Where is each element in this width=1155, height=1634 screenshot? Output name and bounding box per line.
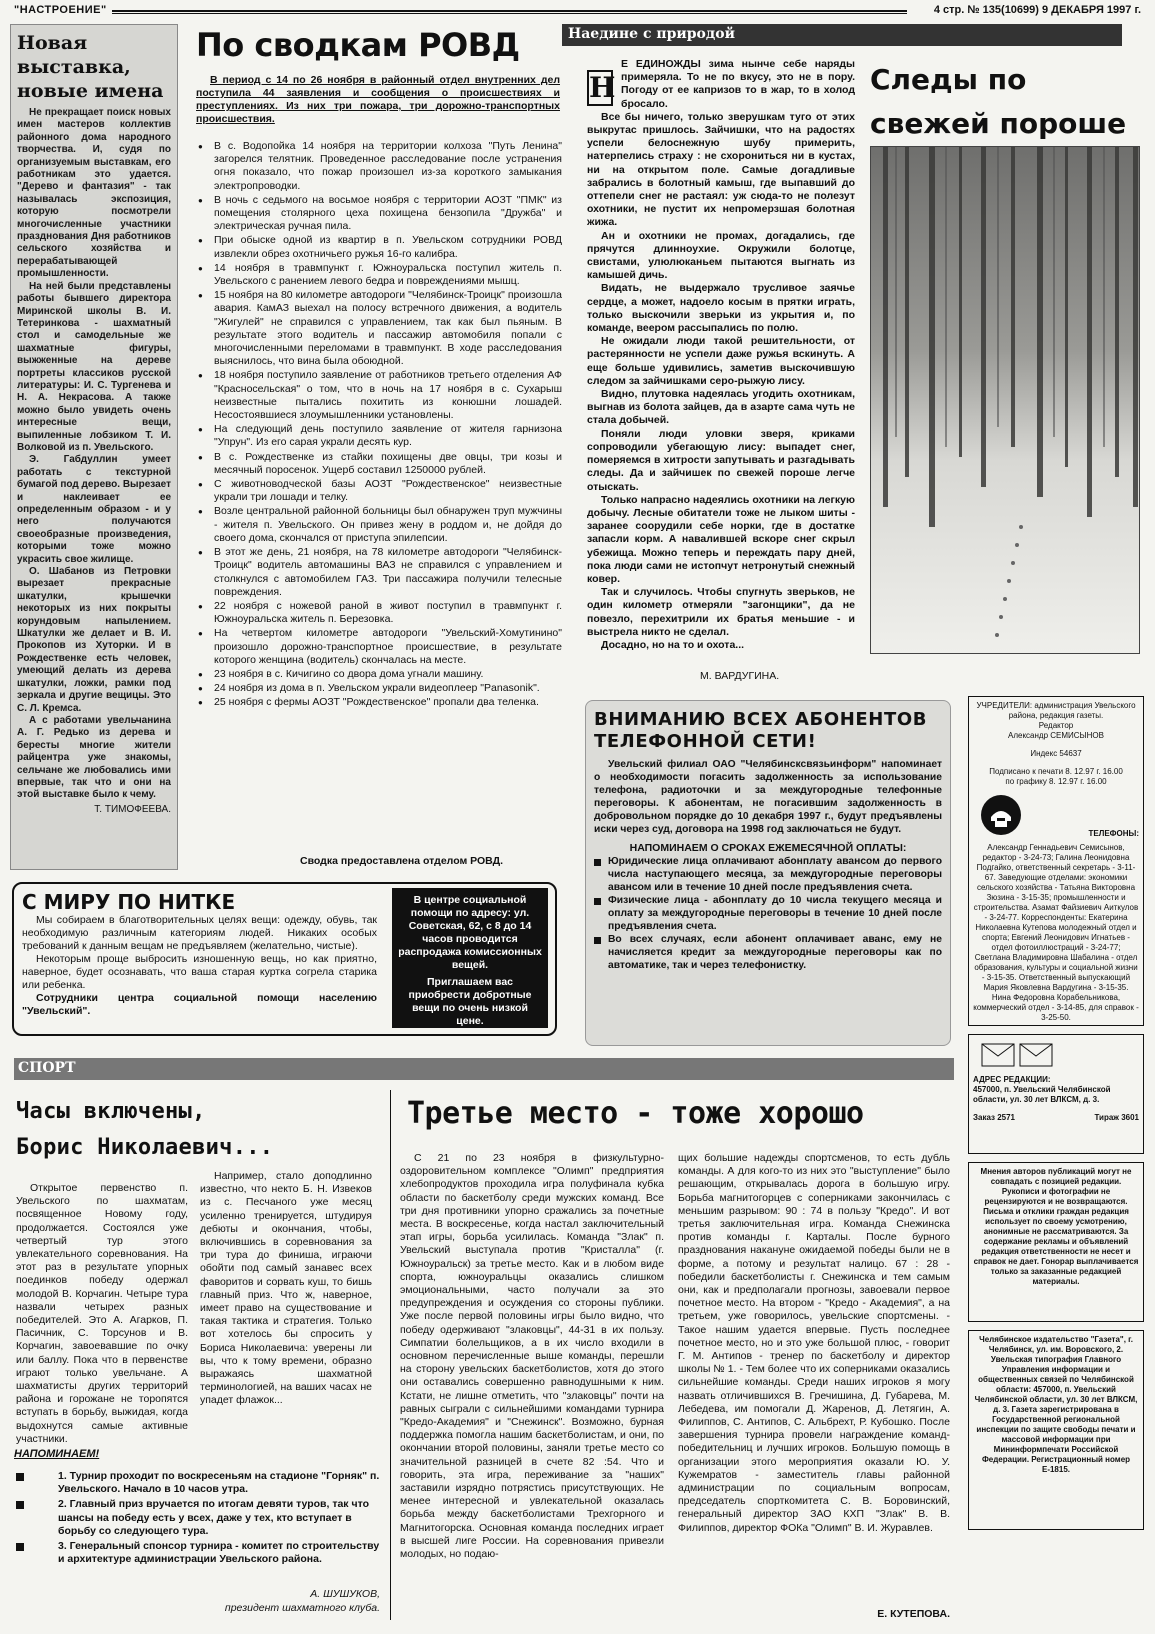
subscribers-subtitle: НАПОМИНАЕМ О СРОКАХ ЕЖЕМЕСЯЧНОЙ ОПЛАТЫ: bbox=[629, 842, 907, 855]
chess-remind: НАПОМИНАЕМ! bbox=[14, 1448, 100, 1460]
envelope-icon bbox=[1019, 1043, 1053, 1067]
chess-rule: 3. Генеральный спонсор турнира - комитет по строительству и архитектуре администрации Увельского района. bbox=[14, 1540, 384, 1566]
rovd-sign: Сводка предоставлена отделом РОВД. bbox=[300, 855, 504, 867]
rovd-item: ● В с. Водопойка 14 ноября на территории колхоза "Путь Ленина" загорелся телятник. Проведенное расследование после устранения огня показало, что пожар произошел из-за короткого замыкания электропроводки. bbox=[198, 140, 562, 193]
exhibition-paragraph: Не прекращает поиск новых имен мастеров коллектив районного дома народного творчества. И, судя по организуемым выставкам, его работникам это удается. "Дерево и фантазия" - так называлась экспозиция, которую посмотрели многочисленные участники празднования Дня работников сельского хозяйства и перерабатывающей промышленности. bbox=[17, 107, 171, 280]
rovd-item: ● 15 ноября на 80 километре автодороги "Челябинск-Троицк" произошла авария. КамАЗ выехал на полосу встречного движения, а водитель "Жигулей" не справился с управлением, так как был пьяным. В результате этого водитель и пассажир автомобиля попали с многочисленными переломами в травмпункт. В ходе расследования выяснилось, что вина была обоюдной. bbox=[198, 289, 562, 368]
nature-paragraph: Не ожидали люди такой решительности, от растерянности не успели даже ружья вскинуть. А еще больше удивились, заметив выскочившую следом за зайчишками серо-рыжую лису. bbox=[587, 335, 855, 387]
address-box bbox=[968, 1034, 1144, 1154]
sport-rubric: СПОРТ bbox=[18, 1060, 76, 1076]
rovd-item: ● В этот же день, 21 ноября, на 78 километре автодороги "Челябинск-Троицк" водитель автомашины ВАЗ не справился с управлением и столкнулся с автомобилем ГАЗ. Три пассажира получили телесные повреждения. bbox=[198, 546, 562, 599]
nature-dropcap: Н bbox=[589, 71, 616, 104]
exhibition-paragraph: О. Шабанов из Петровки вырезает прекрасные шкатулки, крышечки некоторых из них покрыты корундовым напылением. Шкатулки же делает и В. И. Прокопов из Хуторки. И в Рождественке есть человек, умеющий делать из дерева шкатулки, ложки, рамки под зеркала и другие вещицы. Это С. Л. Кремса. bbox=[17, 566, 171, 714]
payment-point: Физические лица - абонплату до 10 числа текущего месяца и оплату за междугородные переговоры в течение 10 дней после предъявления счета. bbox=[594, 895, 942, 934]
rovd-item: ● 24 ноября из дома в п. Увельском украли видеоплеер "Panasonik". bbox=[198, 682, 562, 695]
chess-text-col2 bbox=[200, 1170, 372, 1422]
chess-title bbox=[16, 1094, 376, 1166]
exhibition-paragraph: Э. Габдуллин умеет работать с текстурной бумагой под дерево. Вырезает и наклеивает ее определенным образом - и у него получаются своеобразные произведения, которыми тоже можно украсить свое жилище. bbox=[17, 454, 171, 565]
rovd-list bbox=[198, 140, 562, 840]
imprint-column bbox=[968, 696, 1144, 1626]
founders: УЧРЕДИТЕЛИ: администрация Увельского района, редакция газеты. bbox=[976, 701, 1136, 720]
rovd-item: ● С животноводческой базы АОЗТ "Рождественское" неизвестные украли три лошади и телку. bbox=[198, 478, 562, 504]
chess-rules bbox=[14, 1470, 384, 1568]
basketball-title: Третье место - тоже хорошо bbox=[407, 1096, 864, 1131]
exhibition-title: Новая выставка, новые имена bbox=[17, 32, 164, 102]
order-number: Заказ 2571 bbox=[973, 1113, 1016, 1122]
rovd-item: ● В ночь с седьмого на восьмое ноября с территории АОЗТ "ПМК" из помещения столярного цеха похищена бензопила "Дружба" и электрическая ручная пила. bbox=[198, 194, 562, 234]
nature-paragraph: Так и случилось. Чтобы спугнуть зверьков, не один километр отмеряли "загонщики", да не повезло, перехитрили их братья меньшие - и выстрела никто не сделал. bbox=[587, 586, 855, 638]
issue-info: 4 стр. № 135(10699) 9 ДЕКАБРЯ 1997 г. bbox=[933, 4, 1141, 16]
nature-paragraph: Видать, не выдержало трусливое заячье сердце, а может, надоело косым в прятки играть, только выскочили зверьки из укрытия и, по команде, веером рассыпались по полю. bbox=[587, 282, 855, 335]
editor-name: Александр СЕМИСЫНОВ bbox=[1008, 731, 1104, 740]
nature-paragraph: Все бы ничего, только зверушкам туго от этих выкрутас пришлось. Зайчишки, что на радостях успели белоснежную шубу примерить, натерпелись страху : не схорониться ни в кустах, ни на открытом поле. Самые догадливые забрались в болотный камыш, где выпавший до оттепели снег не растаял: уж сюда-то не полезут охотники, не пустит их непромерзшая болотная жижа. bbox=[587, 110, 855, 229]
disclaimer-text: Мнения авторов публикаций могут не совпадать с позицией редакции. Рукописи и фотографии не рецензируются и не возвращаются. Письма и отклики граждан редакция использует по своему усмотрению, анонимные не рассматриваются. За содержание рекламы и объявлений редакция ответственности не несет и справок не дает. Гонорар выплачивается только за заказанные редакцией материалы. bbox=[973, 1167, 1139, 1286]
exhibition-article bbox=[10, 24, 178, 870]
payment-point: Во всех случаях, если абонент оплачивает аванс, ему не начисляется кредит за междугородные переговоры как по автоматике, так и через телефонистку. bbox=[594, 934, 942, 973]
subscribers-title: ВНИМАНИЮ ВСЕХ АБОНЕНТОВ ТЕЛЕФОННОЙ СЕТИ! bbox=[594, 709, 928, 752]
circulation: Тираж 3601 bbox=[1094, 1113, 1139, 1122]
chess-author-role: президент шахматного клуба. bbox=[224, 1602, 380, 1614]
thread-sale-box bbox=[392, 888, 548, 1028]
thread-invite-text: Приглашаем вас приобрести добротные вещи по очень низкой цене. bbox=[408, 976, 532, 1027]
header-rule bbox=[112, 10, 907, 14]
chess-rule: 1. Турнир проходит по воскресеньям на стадионе "Горняк" п. Увельского. Начало в 10 часов утра. bbox=[14, 1470, 384, 1496]
basketball-paragraph: С 21 по 23 ноября в физкультурно-оздоровительном комплексе "Олимп" предприятия хлебопродуктов проходила игра полуфинала кубка области по баскетболу среди мужских команд. Все три дня противники упорно сражались за почетные места. В воскресенье, когда настал заключительный этап игры, борьба усилилась. Команда "Злак" п. Увельский выступала против "Кристалла" (г. Южноуральск) за третье место. Как и в любом виде спорта, южноуральцы оказались слишком эмоциональными, часто получали за это предупреждения и осуждения со стороны публики. Уже после первой половины игры было видно, что победу одерживают "злаковцы", 44-31 в их пользу. Симпатии болельщиков, а в их число входили в основном перечисленные выше команды, перешли на сторону увельских баскетболистов, хотя до этого они оставались совершенно равнодушными к ним. Кстати, не лишне отметить, что "злаковцы" почти на равных сыграли с сильнейшими командами турнира "Кредо-Академия" и "Снежинск". Возможно, бурная поддержка помогла нашим баскетболистам, и они, по окончании второй половины, заняли третье место со значительной разницей в счете 82 :54. Что и говорить, эта игра, переживание за "наших" заставили изрядно потрястись присутствующих. Не менее интересной и увлекательной оказалась борьба между баскетболистами Трехгорного и Магнитогорска. Основная команда последних играет в высшей лиге России. На соревнования привезли молодых, но подаю- bbox=[400, 1152, 664, 1561]
rovd-item: ● 23 ноября в с. Кичигино со двора дома угнали машину. bbox=[198, 668, 562, 681]
rovd-item: ● 18 ноября поступило заявление от работников третьего отделения АФ "Красносельская" о том, что в ночь на 17 ноября в с. Сухарыш неизвестные пытались похитить из конюшни лошадей. Несостоявшиеся злоумышленники установлены. bbox=[198, 369, 562, 422]
rovd-item: ● На следующий день поступило заявление от жителя гарнизона "Упрун". Из его сарая украли десять кур. bbox=[198, 423, 562, 449]
nature-paragraph: Досадно, но на то и охота... bbox=[601, 638, 745, 651]
nature-paragraph: Ан и охотники не промах, догадались, где прячутся длинноухие. Окружили болотце, свистами, улюлюканьем пытаются выгнать из камышей дичь. bbox=[587, 229, 855, 282]
chess-paragraph: Например, стало доподлинно известно, что некто Б. Н. Извеков из с. Песчаного уже месяц усиленно тренируется, штудируя дебюты и окончания, чтобы, включившись в соревнования за три тура до финиша, играючи обойти под самый занавес всех фаворитов и сорвать куш, то бишь главный приз. Что ж, наверное, имеет право на существование и такая тактика и стратегия. Только вот хотелось бы спросить у Бориса Николаевича: уверены ли вы, что к тому времени, образно выражаясь шахматной терминологией, на ваших часах не упадет флажок... bbox=[200, 1170, 372, 1407]
rovd-item: ● 14 ноября в травмпункт г. Южноуральска поступил житель п. Увельского с ранением левого бедра и повреждениями мышц. bbox=[198, 262, 562, 288]
basketball-text-col2 bbox=[678, 1152, 950, 1604]
printing-box bbox=[968, 1330, 1144, 1530]
basketball-author: Е. КУТЕПОВА. bbox=[877, 1608, 950, 1620]
basketball-text-col1 bbox=[400, 1152, 664, 1622]
telephone-icon bbox=[981, 795, 1021, 835]
envelope-icons bbox=[981, 1043, 1139, 1067]
sport-rubric-band bbox=[14, 1058, 954, 1080]
thread-title: С МИРУ ПО НИТКЕ bbox=[22, 890, 236, 914]
nature-body bbox=[587, 58, 855, 668]
thread-sign: Сотрудники центра социальной помощи населению "Увельский". bbox=[22, 992, 377, 1017]
chess-title-line: Борис Николаевич... bbox=[16, 1135, 274, 1160]
column-divider bbox=[390, 1090, 391, 1620]
editor-label: Редактор bbox=[1038, 721, 1074, 730]
printing-text: Челябинское издательство "Газета", г. Челябинск, ул. им. Воровского, 2. Увельская типография Главного Управления информации и общественных связей по Челябинской области: 457000, п. Увельский Челябинской области, ул. 30 лет ВЛКСМ, д. 3. Газета зарегистрирована в Государственной региональной инспекции по защите свободы печати и массовой информации при Мининформпечати Российской Федерации. Регистрационный номер Е-1815. bbox=[974, 1335, 1138, 1474]
rovd-item: ● При обыске одной из квартир в п. Увельском сотрудники РОВД извлекли обрез охотничьего ружья 16-го калибра. bbox=[198, 234, 562, 260]
winter-forest-illustration bbox=[871, 147, 1141, 655]
basketball-paragraph: щих большие надежды спортсменов, то есть дубль команды. А для кого-то из них это "выступление" было решающим, открывалась дорога в большую игру. Борьба магнитогорцев с соперниками закончилась с меньшим разрывом: 90 : 74 в пользу "Кредо". И вот третья заключительная игра. Команда Снежинска против команды г. Карталы. После бурного празднования накануне ожидаемой победы были не в форме, а потому и результат налицо. 67 : 28 - победили баскетболисты г. Снежинска и тем самым они, как и предполагали прогнозы, завоевали первое почетное место. На втором - "Кредо - Академия", а на третьем, уже говорилось, увельские спортсмены. - Такое нашим удается впервые. Пусть последнее почетное место, но и это уже большой плюс, - говорит Г. М. Антипов - тренер по баскетболу и директор школы № 1. - Тем более что их соперниками оказались сильнейшие команды. Среди наших игроков я могу назвать отличившихся В. Гречишина, Д. Губарева, М. Лебедева, им помогали Д. Жаренов, Д. Летягин, А. Филиппов, С. Антипов, С. Альбрехт, Р. Кубошко. После завершения турнира провели награждение команд-победительниц и лучших игроков. Большую помощь в организации этого мероприятия оказали Ю. У. Кужемратов - заместитель главы районной администрации по социальным вопросам, председатель спорткомитета С. В. Боровинский, генеральный директор ЗАО КХП "Злак" В. В. Филиппов, директор ФОКа "Олимп" В. И. Журавлев. bbox=[678, 1152, 950, 1534]
nature-title: Следы по свежей пороше bbox=[870, 63, 1127, 140]
chess-title-line: Часы включены, bbox=[16, 1099, 206, 1124]
payment-point: Юридические лица оплачивают абонплату авансом до первого числа наступающего месяца, за междугородные переговоры авансом или в течение 10 дней после предъявления счета. bbox=[594, 856, 942, 895]
thread-sale-text: В центре социальной помощи по адресу: ул. Советская, 62, с 8 до 14 часов проводится распродажа комиссионных вещей. bbox=[398, 894, 542, 971]
exhibition-paragraph: На ней были представлены работы бывшего директора Миринской школы В. И. Тетеринкова - шахматный стол и самодельные же шахматные фигуры, выжженные на дереве портреты классиков русской литературы: И. С. Тургенева и Н. А. Некрасова. А также можно было увидеть очень интересные вещи, выпиленные лобзиком Т. И. Волковой из п. Увельского. bbox=[17, 280, 171, 453]
chess-author: А. ШУШУКОВ, bbox=[310, 1588, 380, 1600]
signed-to-print: Подписано к печати 8. 12.97 г. 16.00 bbox=[989, 767, 1123, 776]
subscribers-notice bbox=[585, 700, 951, 1046]
thread-paragraph: Мы собираем в благотворительных целях вещи: одежду, обувь, так необходимую различным категориям людей. Никаких особых требований к данным вещам не предъявляем (желательно, чистые). bbox=[22, 914, 377, 952]
rovd-item: ● В с. Рождественке из стайки похищены две овцы, три козы и месячный поросенок. Ущерб составил 1250000 рублей. bbox=[198, 451, 562, 477]
disclaimer-box bbox=[968, 1162, 1144, 1322]
thread-paragraph: Некоторым проще выбросить изношенную вещь, но как приятно, наверное, будет осознавать, что ваша старая куртка согрела старика или ребенка. bbox=[22, 953, 377, 991]
rovd-lead: В период с 14 по 26 ноября в районный отдел внутренних дел поступила 44 заявления и сообщения о происшествиях и преступлениях. Из них три пожара, три дорожно-транспортных происшествия. bbox=[196, 74, 560, 125]
rovd-item: ● Возле центральной районной больницы был обнаружен труп мужчины - жителя п. Увельского. Он привез жену в роддом и, не дойдя до своего дома, скончался от приступа эпилепсии. bbox=[198, 505, 562, 545]
rovd-item: ● На четвертом километре автодороги "Увельский-Хомутинино" произошло дорожно-транспортное происшествие, в результате которого женщина (водитель) скончалась на месте. bbox=[198, 627, 562, 667]
thread-body bbox=[22, 914, 377, 1018]
print-schedule: по графику 8. 12.97 г. 16.00 bbox=[1005, 777, 1107, 786]
phones-label: ТЕЛЕФОНЫ: bbox=[1088, 829, 1139, 838]
section-name: "НАСТРОЕНИЕ" bbox=[14, 4, 107, 16]
exhibition-paragraph: А с работами увельчанина А. Г. Редько из дерева и бересты многие жители райцентра уже знакомы, сельчане же любовались ими впервые, так что и они на этой выставке было к чему. bbox=[17, 714, 171, 801]
telephone-glyph bbox=[981, 795, 1021, 835]
exhibition-body bbox=[17, 107, 171, 802]
rovd-title: По сводкам РОВД bbox=[196, 26, 520, 64]
nature-paragraph: Видно, плутовка надеялась угодить охотникам, выгнав из болота зайцев, да в азарте сама чуть не стала добычей. bbox=[587, 388, 855, 427]
subscribers-body: Увельский филиал ОАО "Челябинсксвязьинформ" напоминает о необходимости погасить задолженность за использование телефона, радиоточки и за междугородные телефонные переговоры. К абонентам, не погасившим задолженность в добровольном порядке до 10 декабря 1997 г., будут предъявлены иски через суд, договора на 1998 год заключаться не будут. bbox=[594, 759, 942, 835]
nature-paragraph: Поняли люди уловки зверя, криками сопроводили убегающую лису: выпадет снег, померяемся в хитрости запутывать и разгадывать следы. Да и зайчишек по свежей пороше легче отыскать. bbox=[587, 427, 855, 493]
chess-rule: 2. Главный приз вручается по итогам девяти туров, так что шансы на победу есть у всех, даже у тех, кто вступает в борьбу со следующего тура. bbox=[14, 1498, 384, 1538]
chess-paragraph: Открытое первенство п. Увельского по шахматам, посвященное Новому году, продолжается. Состоялся уже четвертый тур этого увлекательного соревнования. На этот раз в результате упорных поединков победу одержал молодой В. Корчагин. Четыре тура назвали четырех разных победителей. Это А. Агарков, П. Пасичник, С. Торсунов и В. Корчагин, завоевавшие по очку или баллу. Пока что в первенстве играют только увельчане. А шахматисты других территорий района и горожане не торопятся вступать в борьбу, выжидая, когда выдохнутся самые активные участники. bbox=[16, 1182, 188, 1445]
exhibition-author: Т. ТИМОФЕЕВА. bbox=[94, 803, 171, 815]
address-text: 457000, п. Увельский Челябинской области, ул. 30 лет ВЛКСМ, д. 3. bbox=[973, 1085, 1111, 1104]
address-label: АДРЕС РЕДАКЦИИ: bbox=[973, 1075, 1051, 1084]
winter-forest-photo bbox=[870, 146, 1140, 654]
phones-list: Александр Геннадьевич Семисынов, редактор - 3-24-73; Галина Леонидовна Подгайко, ответственный секретарь - 3-11-67. Заведующие отделами: экономики сельского хозяйства - Татьяна Викторовна Зюзина - 3-15-35; промышленности и строительства. Азамат Файзиевич Аиткулов - 3-24-77. Корреспонденты: Екатерина Николаевна Кутепова молодежный отдел и спорта; Евгений Леонидович Игнатьев - отдел фотоиллюстраций - 3-24-77; Светлана Владимировна Шабалина - отдел образования, культуры и социальной жизни - 3-15-35. Ответственный выпускающий Мария Яковлевна Вардугина - 3-15-35. Нина Федоровна Корабельникова, коммерческий отдел - 3-14-85, для справок - 3-25-50. bbox=[973, 843, 1139, 1022]
rovd-item: ● 22 ноября с ножевой раной в живот поступил в травмпункт г. Южноуральска житель п. Березовка. bbox=[198, 600, 562, 626]
envelope-icon bbox=[981, 1043, 1015, 1067]
nature-rubric: Наедине с природой bbox=[568, 26, 735, 42]
nature-paragraph: Е ЕДИНОЖДЫ зима нынче себе наряды примеряла. То не по вкусу, это не в пору. Погоду от ее капризов то в жар, то в холод бросало. bbox=[621, 58, 855, 110]
nature-paragraph: Только напрасно надеялись охотники на легкую добычу. Лесные обитатели тоже не лыком шиты - заранее соорудили себе норки, где в достатке запасли корм. А навалившей вскоре снег скрыл убежища. Можно теперь и переждать пару дней, пока люди сами не истопчут нетронутый снежный ковер. bbox=[587, 493, 855, 585]
imprint-box bbox=[968, 696, 1144, 1026]
nature-author: М. ВАРДУГИНА. bbox=[700, 670, 780, 682]
subscription-index: Индекс 54637 bbox=[1030, 749, 1082, 758]
rovd-item: ● 25 ноября с фермы АОЗТ "Рождественское" пропали два теленка. bbox=[198, 696, 562, 709]
chess-text-col1 bbox=[16, 1182, 188, 1445]
